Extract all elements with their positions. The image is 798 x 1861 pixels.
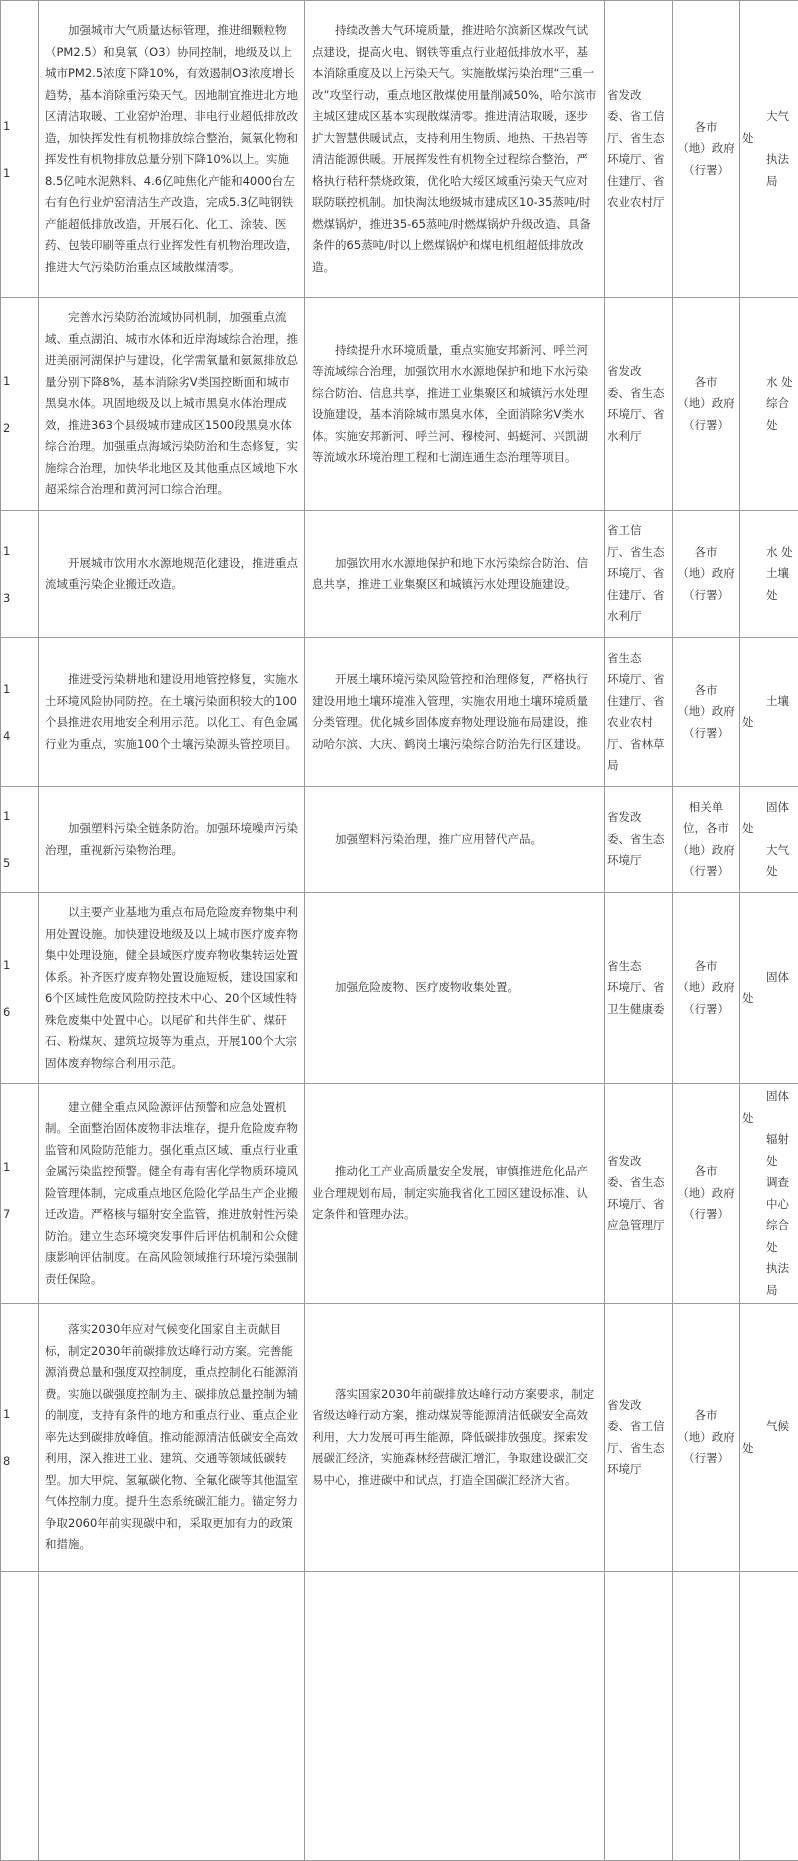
lead-department-line: 住建厅、省 <box>607 171 670 193</box>
internal-division-line: 处 <box>742 1108 796 1130</box>
internal-division-line: 固体 <box>742 1086 796 1108</box>
table-row <box>1 298 798 511</box>
responsible-units <box>673 1 740 298</box>
responsible-unit-line: 各市 <box>675 117 737 139</box>
lead-department-line: 农业农村厅 <box>607 192 670 214</box>
row-number <box>1 787 39 893</box>
responsible-unit-line: （行署） <box>675 861 737 883</box>
internal-division-line: 调查 <box>742 1172 796 1194</box>
lead-department-line: 省生态 <box>607 956 670 978</box>
lead-departments <box>605 298 673 511</box>
responsible-unit-line: （地）政府 <box>675 840 737 862</box>
internal-divisions <box>740 787 798 893</box>
internal-division-line: 执法局 <box>742 149 796 192</box>
row-number-tens: 1 <box>3 955 10 977</box>
internal-division-line: 综合处 <box>742 393 796 436</box>
responsible-unit-line: 各市 <box>675 1161 737 1183</box>
responsible-unit-line: 各市 <box>675 1405 737 1427</box>
responsible-unit-line: （地）政府 <box>675 1183 737 1205</box>
lead-department-line: 环境厅 <box>607 1459 670 1481</box>
row-number-tens: 1 <box>3 371 10 393</box>
internal-divisions <box>740 1572 798 1861</box>
responsible-unit-line: （行署） <box>675 415 737 437</box>
lead-department-line: 委、省工信 <box>607 1416 670 1438</box>
plan-requirement: 加强城市大气质量达标管理，推进细颗粒物（PM2.5）和臭氧（O3）协同控制，地级及以上城市PM2.5浓度下降10%，有效遏制O3浓度增长趋势，基本消除重污染天气。因地制宜推进北方地区清洁取暖、工业窑炉治理、非电行业超低排放改造，加快挥发性有机物排放综合整治，氮氧化物和挥发性有机物排放总量分别下降10%以上。实施8.5亿吨水泥熟料、4.6亿吨焦化产能和4000台左右有色行业炉窑清洁生产改造，完成5.3亿吨钢铁产能超低排放改造，开展石化、化工、涂装、医药、包装印刷等重点行业挥发性有机物治理改造，推进大气污染防治重点区域散煤清零。 <box>39 1 305 298</box>
table-row <box>1 1 798 298</box>
row-number <box>1 298 39 511</box>
responsible-unit-line: （行署） <box>675 585 737 607</box>
responsible-units <box>673 1304 740 1572</box>
provincial-task <box>305 1572 605 1861</box>
internal-division-line: 大气处 <box>742 840 796 883</box>
lead-department-line: 厅、省生态 <box>607 128 670 150</box>
provincial-task: 开展土壤环境污染风险管控和治理修复，严格执行建设用地土壤环境准入管理，实施农用地土壤环境质量分类管理。优化城乡固体废弃物处理设施布局建设，推动哈尔滨、大庆、鹤岗土壤污染综合防治先行区建设。 <box>305 638 605 787</box>
responsible-unit-line: （行署） <box>675 723 737 745</box>
responsible-units <box>673 298 740 511</box>
responsible-unit-line: 各市 <box>675 542 737 564</box>
row-number-tens: 1 <box>3 679 10 701</box>
lead-department-line: 委、省生态 <box>607 1172 670 1194</box>
internal-division-line: 气候 <box>742 1416 796 1438</box>
lead-department-line: 省发改 <box>607 1151 670 1173</box>
table-row <box>1 511 798 638</box>
lead-department-line: 环境厅、省 <box>607 404 670 426</box>
lead-department-line: 省生态 <box>607 648 670 670</box>
provincial-task: 落实国家2030年前碳排放达峰行动方案要求，制定省级达峰行动方案，推动煤炭等能源清洁低碳安全高效利用，大力发展可再生能源，降低碳排放强度。探索发展碳汇经济，实施森林经营碳汇增汇，争取建设碳汇交易中心，推进碳中和试点，打造全国碳汇经济大省。 <box>305 1304 605 1572</box>
internal-division-line: 大气 <box>742 106 796 128</box>
plan-requirement: 加强塑料污染全链条防治。加强环境噪声污染治理，重视新污染物治理。 <box>39 787 305 893</box>
lead-department-line: 农业农村 <box>607 712 670 734</box>
lead-department-line: 环境厅、省 <box>607 149 670 171</box>
table-row <box>1 893 798 1084</box>
row-number-tens: 1 <box>3 1404 10 1426</box>
table-row <box>1 787 798 893</box>
table-row <box>1 1304 798 1572</box>
responsible-units <box>673 893 740 1084</box>
internal-division-line: 固体 <box>742 797 796 819</box>
table-row <box>1 638 798 787</box>
responsible-units <box>673 1572 740 1861</box>
internal-divisions <box>740 298 798 511</box>
internal-division-line: 处 <box>742 128 796 150</box>
plan-requirement: 推进受污染耕地和建设用地管控修复，实施水土环境风险协同防控。在土壤污染面积较大的100个县推进农用地安全利用示范。以化工、有色金属行业为重点，实施100个土壤污染源头管控项目。 <box>39 638 305 787</box>
responsible-unit-line: （地）政府 <box>675 138 737 160</box>
internal-division-line: 处 <box>742 712 796 734</box>
lead-department-line: 环境厅 <box>607 850 670 872</box>
lead-department-line: 省发改 <box>607 807 670 829</box>
internal-divisions <box>740 1084 798 1304</box>
internal-division-line: 土壤处 <box>742 563 796 606</box>
responsible-unit-line: （地）政府 <box>675 977 737 999</box>
responsible-unit-line: 各市 <box>675 956 737 978</box>
row-number-tens: 1 <box>3 1157 10 1179</box>
responsible-unit-line: （行署） <box>675 1448 737 1470</box>
responsible-units <box>673 638 740 787</box>
row-number <box>1 511 39 638</box>
lead-department-line: 委、省工信 <box>607 106 670 128</box>
lead-departments <box>605 1 673 298</box>
internal-division-line: 中心 <box>742 1194 796 1216</box>
internal-divisions <box>740 1304 798 1572</box>
provincial-task: 加强塑料污染治理，推广应用替代产品。 <box>305 787 605 893</box>
plan-requirement: 以主要产业基地为重点布局危险废弃物集中利用处置设施。加快建设地级及以上城市医疗废弃物集中处理设施，健全县域医疗废弃物收集转运处置体系。补齐医疗废弃物处置设施短板，建设国家和6个区域性危废风险防控技术中心、20个区域性特殊危废集中处置中心。以尾矿和共伴生矿、煤矸石、粉煤灰、建筑垃圾等为重点，开展100个大宗固体废弃物综合利用示范。 <box>39 893 305 1084</box>
row-number <box>1 893 39 1084</box>
internal-division-line: 处 <box>742 818 796 840</box>
plan-requirement: 开展城市饮用水水源地规范化建设，推进重点流域重污染企业搬迁改造。 <box>39 511 305 638</box>
lead-department-line: 环境厅、省 <box>607 669 670 691</box>
plan-requirement <box>39 1572 305 1861</box>
lead-department-line: 厅、省生态 <box>607 542 670 564</box>
internal-divisions <box>740 638 798 787</box>
internal-division-line: 水 处 <box>742 372 796 394</box>
row-number <box>1 638 39 787</box>
lead-department-line: 住建厅、省 <box>607 691 670 713</box>
internal-division-line: 处 <box>742 988 796 1010</box>
internal-division-line: 固体 <box>742 967 796 989</box>
table-row <box>1 1572 798 1861</box>
plan-requirement: 建立健全重点风险源评估预警和应急处置机制。全面整治固体废物非法堆存，提升危险废弃物监管和风险防范能力。强化重点区域、重点行业重金属污染监控预警。健全有毒有害化学物质环境风险管理体制，完成重点地区危险化学品生产企业搬迁改造。严格核与辐射安全监管，推进放射性污染防治。建立生态环境突发事件后评估机制和公众健康影响评估制度。在高风险领域推行环境污染强制责任保险。 <box>39 1084 305 1304</box>
lead-department-line: 厅、省林草 <box>607 734 670 756</box>
lead-department-line: 省发改 <box>607 361 670 383</box>
provincial-task: 加强危险废物、医疗废物收集处置。 <box>305 893 605 1084</box>
lead-department-line: 卫生健康委 <box>607 999 670 1021</box>
responsible-unit-line: （地）政府 <box>675 1427 737 1449</box>
row-number-ones: 3 <box>3 588 10 610</box>
row-number-ones: 6 <box>3 1002 10 1024</box>
responsible-unit-line: （地）政府 <box>675 393 737 415</box>
lead-department-line: 省发改 <box>607 1395 670 1417</box>
lead-departments <box>605 1084 673 1304</box>
lead-departments <box>605 1572 673 1861</box>
lead-department-line: 水利厅 <box>607 606 670 628</box>
task-table-body <box>1 1 798 1861</box>
row-number-ones: 7 <box>3 1204 10 1226</box>
internal-divisions <box>740 1 798 298</box>
lead-departments <box>605 638 673 787</box>
lead-department-line: 局 <box>607 755 670 777</box>
row-number-tens: 1 <box>3 806 10 828</box>
row-number-ones: 5 <box>3 853 10 875</box>
responsible-units <box>673 787 740 893</box>
lead-department-line: 住建厅、省 <box>607 585 670 607</box>
responsible-unit-line: 各市 <box>675 372 737 394</box>
responsible-unit-line: （地）政府 <box>675 563 737 585</box>
row-number-ones: 1 <box>3 163 10 185</box>
provincial-task: 加强饮用水水源地保护和地下水污染综合防治、信息共享，推进工业集聚区和城镇污水处理设施建设。 <box>305 511 605 638</box>
lead-department-line: 环境厅、省 <box>607 1194 670 1216</box>
responsible-units <box>673 1084 740 1304</box>
row-number <box>1 1304 39 1572</box>
responsible-unit-line: （地）政府 <box>675 701 737 723</box>
lead-department-line: 应急管理厅 <box>607 1215 670 1237</box>
row-number-ones: 2 <box>3 418 10 440</box>
lead-department-line: 水利厅 <box>607 426 670 448</box>
row-number <box>1 1084 39 1304</box>
lead-departments <box>605 511 673 638</box>
plan-requirement: 完善水污染防治流域协同机制，加强重点流域、重点湖泊、城市水体和近岸海域综合治理，推进美丽河湖保护与建设，化学需氧量和氨氮排放总量分别下降8%，基本消除劣Ⅴ类国控断面和城市黑臭水体。巩固地级及以上城市黑臭水体治理成效，推进363个县级城市建成区1500段黑臭水体综合治理。加强重点海域污染防治和生态修复，实施综合治理，加快华北地区及其他重点区域地下水超采综合治理和黄河河口综合治理。 <box>39 298 305 511</box>
row-number-ones: 8 <box>3 1451 10 1473</box>
provincial-task: 推动化工产业高质量安全发展，审慎推进危化品产业合理规划布局，制定实施我省化工园区建设标准、认定条件和管理办法。 <box>305 1084 605 1304</box>
lead-department-line: 环境厅、省 <box>607 563 670 585</box>
responsible-units <box>673 511 740 638</box>
responsible-unit-line: 各市 <box>675 680 737 702</box>
lead-departments <box>605 787 673 893</box>
row-number-tens: 1 <box>3 541 10 563</box>
internal-division-line: 辐射处 <box>742 1129 796 1172</box>
responsible-unit-line: （行署） <box>675 999 737 1021</box>
lead-department-line: 省发改 <box>607 85 670 107</box>
lead-department-line: 环境厅、省 <box>607 977 670 999</box>
row-number-tens: 1 <box>3 116 10 138</box>
internal-division-line: 土壤 <box>742 691 796 713</box>
lead-department-line: 委、省生态 <box>607 829 670 851</box>
row-number <box>1 1572 39 1861</box>
lead-departments <box>605 893 673 1084</box>
responsible-unit-line: （行署） <box>675 160 737 182</box>
row-number-ones: 4 <box>3 726 10 748</box>
internal-division-line: 处 <box>742 1438 796 1460</box>
lead-department-line: 委、省生态 <box>607 383 670 405</box>
internal-division-line: 执法局 <box>742 1258 796 1301</box>
internal-divisions <box>740 511 798 638</box>
internal-divisions <box>740 893 798 1084</box>
plan-requirement: 落实2030年应对气候变化国家自主贡献目标，制定2030年前碳排放达峰行动方案。完善能源消费总量和强度双控制度，重点控制化石能源消费。实施以碳强度控制为主、碳排放总量控制为辅的制度，支持有条件的地方和重点行业、重点企业率先达到碳排放峰值。推动能源清洁低碳安全高效利用，深入推进工业、建筑、交通等领域低碳转型。加大甲烷、氢氟碳化物、全氟化碳等其他温室气体控制力度。提升生态系统碳汇能力。锚定努力争取2060年前实现碳中和，采取更加有力的政策和措施。 <box>39 1304 305 1572</box>
internal-division-line: 水 处 <box>742 542 796 564</box>
row-number <box>1 1 39 298</box>
internal-division-line: 综合处 <box>742 1215 796 1258</box>
lead-department-line: 省工信 <box>607 520 670 542</box>
responsible-unit-line: 位，各市 <box>675 818 737 840</box>
lead-departments <box>605 1304 673 1572</box>
lead-department-line: 厅、省生态 <box>607 1438 670 1460</box>
responsible-unit-line: （行署） <box>675 1204 737 1226</box>
provincial-task: 持续改善大气环境质量，推进哈尔滨新区煤改气试点建设，提高火电、钢铁等重点行业超低排放水平，基本消除重度及以上污染天气。实施散煤污染治理“三重一改”攻坚行动，重点地区散煤使用量削减50%，哈尔滨市主城区建成区基本实现散煤清零。推进清洁取暖，逐步扩大智慧供暖试点，支持利用生物质、地热、干热岩等清洁能源供暖。开展挥发性有机物全过程综合整治，严格执行秸秆禁烧政策，优化哈大绥区域重污染天气应对联防联控机制。加快淘汰地级城市建成区10-35蒸吨/时燃煤锅炉，推进35-65蒸吨/时燃煤锅炉升级改造、具备条件的65蒸吨/时以上燃煤锅炉和煤电机组超低排放改造。 <box>305 1 605 298</box>
table-row <box>1 1084 798 1304</box>
responsible-unit-line: 相关单 <box>675 797 737 819</box>
provincial-task: 持续提升水环境质量，重点实施安邦新河、呼兰河等流域综合治理，加强饮用水水源地保护和地下水污染综合防治、信息共享，推进工业集聚区和城镇污水处理设施建设，基本消除城市黑臭水体，全面消除劣Ⅴ类水体。实施安邦新河、呼兰河、穆棱河、蚂蜓河、兴凯湖等流域水环境治理工程和七湖连通生态治理等项目。 <box>305 298 605 511</box>
